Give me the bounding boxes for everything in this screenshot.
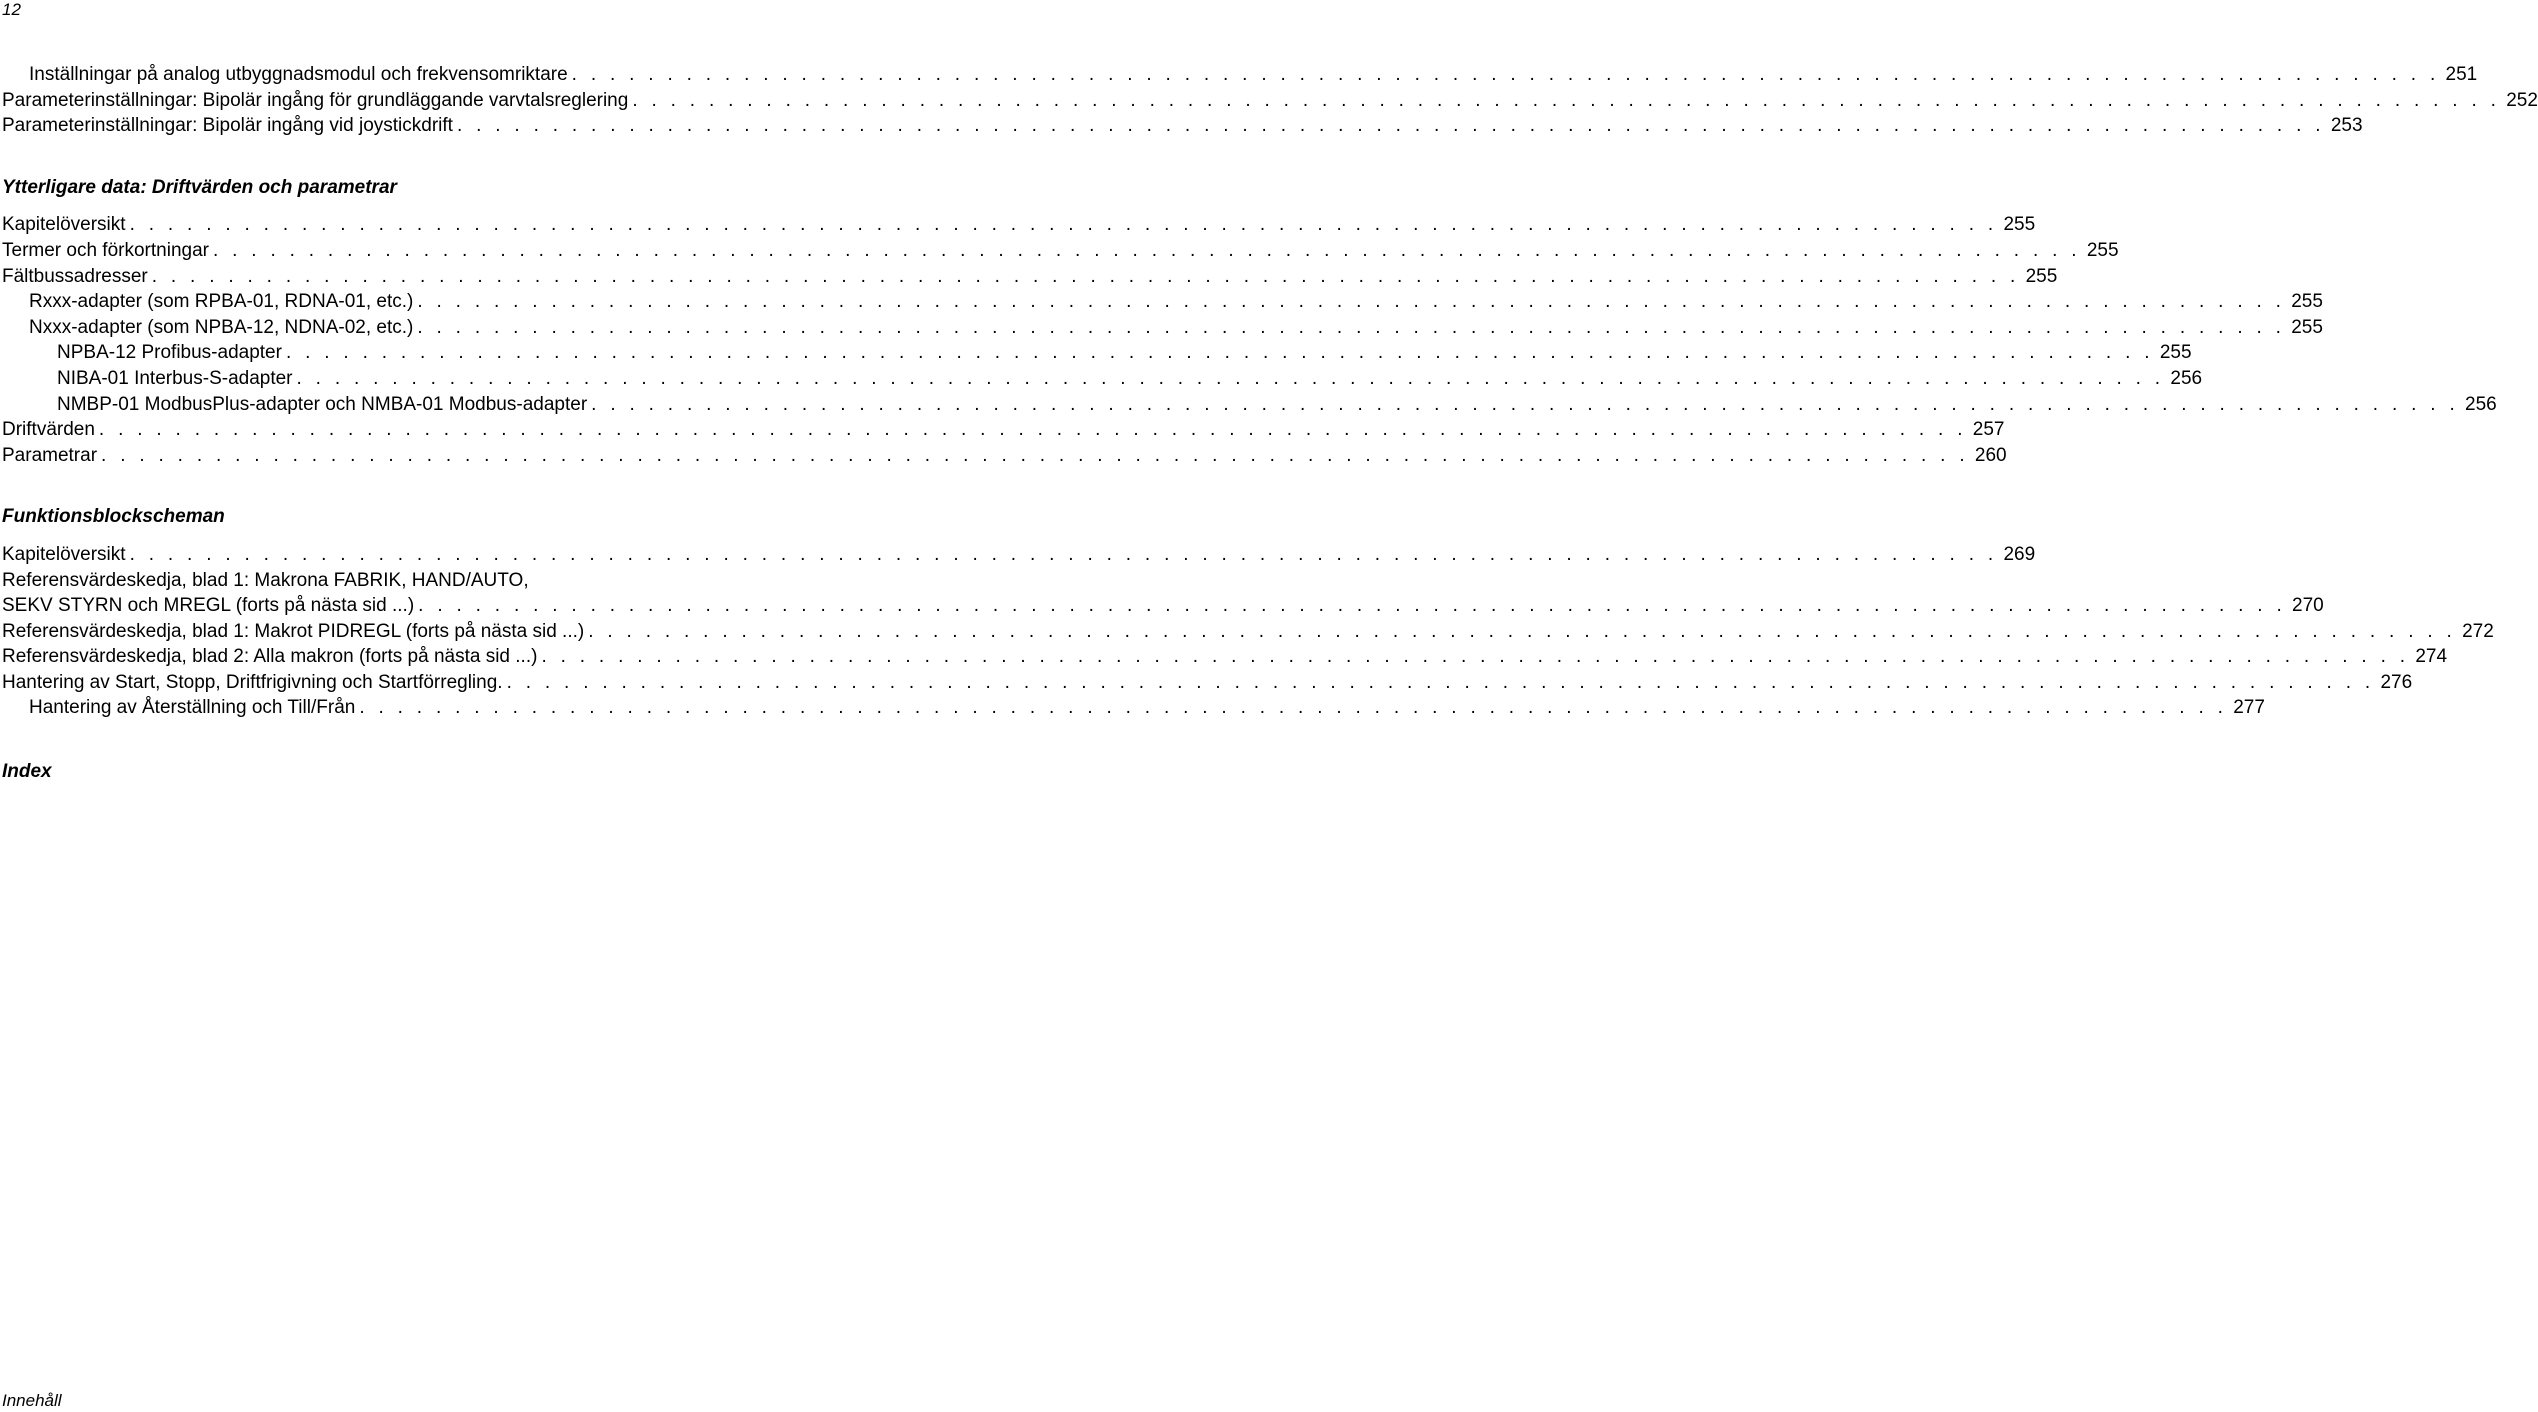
dot-leader: . . . . . . . . . . . . . . . . . . . . . . . . . . . . . . . . . . . . . . . . . . . . . . . . . . . . . . . . . . . . . . . . . . . . . . . . . . . . . . . . . . . . . . . . . . . . . . . . . . xyxy=(129,214,1998,236)
toc-entry[interactable] xyxy=(2,542,2036,568)
section-heading[interactable]: Ytterligare data: Driftvärden och parametrar xyxy=(2,176,397,198)
dot-leader: . . . . . . . . . . . . . . . . . . . . . . . . . . . . . . . . . . . . . . . . . . . . . . . . . . . . . . . . . . . . . . . . . . . . . . . . . . . . . . . . . . . . . . . . . . . . . . . . . . xyxy=(98,419,1967,441)
toc-entry-title: Referensvärdeskedja, blad 2: Alla makron (forts på nästa sid ...) xyxy=(2,646,538,668)
toc-entry-title: Nxxx-adapter (som NPBA-12, NDNA-02, etc.) xyxy=(29,316,414,338)
dot-leader: . . . . . . . . . . . . . . . . . . . . . . . . . . . . . . . . . . . . . . . . . . . . . . . . . . . . . . . . . . . . . . . . . . . . . . . . . . . . . . . . . . . . . . . . . . . . . . . . . . xyxy=(456,115,2325,137)
dot-leader: . . . . . . . . . . . . . . . . . . . . . . . . . . . . . . . . . . . . . . . . . . . . . . . . . . . . . . . . . . . . . . . . . . . . . . . . . . . . . . . . . . . . . . . . . . . . . . . . . . xyxy=(541,646,2410,668)
page-number: 12 xyxy=(2,0,21,19)
toc-entry-page: 256 xyxy=(2465,393,2497,415)
toc-entry[interactable] xyxy=(2,443,2007,469)
toc-entry[interactable] xyxy=(2,670,2413,696)
table-of-contents xyxy=(2,62,2538,797)
toc-entry[interactable] xyxy=(2,264,2058,290)
toc-entry-page: 255 xyxy=(2159,342,2192,364)
dot-leader: . . . . . . . . . . . . . . . . . . . . . . . . . . . . . . . . . . . . . . . . . . . . . . . . . . . . . . . . . . . . . . . . . . . . . . . . . . . . . . . . . . . . . . . . . . . . . . . . . . xyxy=(285,342,2154,364)
toc-entry-page: 255 xyxy=(2086,239,2119,261)
toc-entry-title: Fältbussadresser xyxy=(2,265,148,287)
footer-section-name: Innehåll xyxy=(2,1391,62,1410)
toc-entry-page: 255 xyxy=(2291,316,2323,338)
toc-entry[interactable] xyxy=(2,62,2478,88)
toc-entry-page: 251 xyxy=(2445,64,2478,85)
section-heading[interactable]: Funktionsblockscheman xyxy=(2,506,225,528)
toc-entry-page: 272 xyxy=(2462,620,2494,642)
toc-entry-title: SEKV STYRN och MREGL (forts på nästa sid ...) xyxy=(2,595,415,617)
toc-entry-continued[interactable] xyxy=(2,568,954,594)
toc-entry[interactable] xyxy=(2,695,2265,721)
dot-leader: . . . . . . . . . . . . . . . . . . . . . . . . . . . . . . . . . . . . . . . . . . . . . . . . . . . . . . . . . . . . . . . . . . . . . . . . . . . . . . . . . . . . . . . . . . . . . . . . . . xyxy=(151,265,2020,287)
toc-entry[interactable] xyxy=(2,315,2323,341)
dot-leader: . . . . . . . . . . . . . . . . . . . . . . . . . . . . . . . . . . . . . . . . . . . . . . . . . . . . . . . . . . . . . . . . . . . . . . . . . . . . . . . . . . . . . . . . . . . . . . . . . . xyxy=(591,393,2460,415)
toc-entry-page: 270 xyxy=(2292,595,2324,617)
toc-entry-title: Parameterinställningar: Bipolär ingång vid joystickdrift xyxy=(2,115,453,137)
toc-entry-page: 252 xyxy=(2506,89,2538,111)
dot-leader: . . . . . . . . . . . . . . . . . . . . . . . . . . . . . . . . . . . . . . . . . . . . . . . . . . . . . . . . . . . . . . . . . . . . . . . . . . . . . . . . . . . . . . . . . . . . . . . . . . xyxy=(417,316,2286,338)
toc-entry-page: 269 xyxy=(2003,543,2036,565)
toc-entry-title: Driftvärden xyxy=(2,419,95,441)
toc-entry-title: NMBP-01 ModbusPlus-adapter och NMBA-01 Modbus-adapter xyxy=(57,393,588,415)
dot-leader: . . . . . . . . . . . . . . . . . . . . . . . . . . . . . . . . . . . . . . . . . . . . . . . . . . . . . . . . . . . . . . . . . . . . . . . . . . . . . . . . . . . . . . . . . . . . . . . . . . xyxy=(212,239,2081,261)
toc-entry[interactable] xyxy=(2,392,2497,418)
toc-entry[interactable] xyxy=(2,644,2448,670)
toc-entry[interactable] xyxy=(2,340,2192,366)
toc-entry-title: Termer och förkortningar xyxy=(2,239,209,261)
toc-entry[interactable] xyxy=(2,212,2036,238)
toc-entry-page: 255 xyxy=(2025,265,2058,287)
dot-leader: . . . . . . . . . . . . . . . . . . . . . . . . . . . . . . . . . . . . . . . . . . . . . . . . . . . . . . . . . . . . . . . . . . . . . . . . . . . . . . . . . . . . . . . . . . . . . . . . . . xyxy=(296,367,2165,389)
toc-entry-page: 276 xyxy=(2380,671,2413,693)
toc-entry-title: Referensvärdeskedja, blad 1: Makrona FABRIK, HAND/AUTO, xyxy=(2,569,529,591)
dot-leader: . . . . . . . . . . . . . . . . . . . . . . . . . . . . . . . . . . . . . . . . . . . . . . . . . . . . . . . . . . . . . . . . . . . . . . . . . . . . . . . . . . . . . . . . . . . . . . . . . . xyxy=(571,64,2440,85)
toc-entry[interactable] xyxy=(2,366,2203,392)
dot-leader: . . . . . . . . . . . . . . . . . . . . . . . . . . . . . . . . . . . . . . . . . . . . . . . . . . . . . . . . . . . . . . . . . . . . . . . . . . . . . . . . . . . . . . . . . . . . . . . . . . xyxy=(418,595,2287,617)
toc-entry-page: 255 xyxy=(2003,214,2036,236)
toc-entry-title: NPBA-12 Profibus-adapter xyxy=(57,342,282,364)
dot-leader: . . . . . . . . . . . . . . . . . . . . . . . . . . . . . . . . . . . . . . . . . . . . . . . . . . . . . . . . . . . . . . . . . . . . . . . . . . . . . . . . . . . . . . . . . . . . . . . . . . xyxy=(417,291,2286,313)
toc-entry-page: 253 xyxy=(2330,115,2363,137)
toc-entry-page: 256 xyxy=(2170,367,2203,389)
toc-entry[interactable] xyxy=(2,88,2538,114)
toc-entry-page: 274 xyxy=(2415,646,2448,668)
toc-entry-title: Hantering av Start, Stopp, Driftfrigivning och Startförregling. xyxy=(2,671,503,693)
dot-leader: . . . . . . . . . . . . . . . . . . . . . . . . . . . . . . . . . . . . . . . . . . . . . . . . . . . . . . . . . . . . . . . . . . . . . . . . . . . . . . . . . . . . . . . . . . . . . . . . . . xyxy=(588,620,2457,642)
section-heading[interactable]: Index xyxy=(2,761,52,783)
toc-entry-title: Kapitelöversikt xyxy=(2,214,126,236)
toc-entry-page: 260 xyxy=(1974,444,2007,466)
dot-leader: . . . . . . . . . . . . . . . . . . . . . . . . . . . . . . . . . . . . . . . . . . . . . . . . . . . . . . . . . . . . . . . . . . . . . . . . . . . . . . . . . . . . . . . . . . . . . . . . . . xyxy=(129,543,1998,565)
toc-entry-title: Kapitelöversikt xyxy=(2,543,126,565)
toc-entry[interactable] xyxy=(2,619,2494,645)
toc-entry-title: Referensvärdeskedja, blad 1: Makrot PIDREGL (forts på nästa sid ...) xyxy=(2,620,585,642)
toc-entry[interactable] xyxy=(2,417,2005,443)
toc-entry-page: 277 xyxy=(2233,697,2265,719)
toc-entry-title: Hantering av Återställning och Till/Från xyxy=(29,697,356,719)
toc-entry-title: Inställningar på analog utbyggnadsmodul och frekvensomriktare xyxy=(29,64,568,85)
dot-leader: . . . . . . . . . . . . . . . . . . . . . . . . . . . . . . . . . . . . . . . . . . . . . . . . . . . . . . . . . . . . . . . . . . . . . . . . . . . . . . . . . . . . . . . . . . . . . . . . . . xyxy=(506,671,2375,693)
toc-entry-page: 257 xyxy=(1972,419,2005,441)
toc-entry-title: NIBA-01 Interbus-S-adapter xyxy=(57,367,293,389)
dot-leader: . . . . . . . . . . . . . . . . . . . . . . . . . . . . . . . . . . . . . . . . . . . . . . . . . . . . . . . . . . . . . . . . . . . . . . . . . . . . . . . . . . . . . . . . . . . . . . . . . . xyxy=(359,697,2228,719)
toc-entry-page: 255 xyxy=(2291,291,2323,313)
toc-entry-title: Parametrar xyxy=(2,444,98,466)
toc-entry-title: Rxxx-adapter (som RPBA-01, RDNA-01, etc.) xyxy=(29,291,414,313)
dot-leader: . . . . . . . . . . . . . . . . . . . . . . . . . . . . . . . . . . . . . . . . . . . . . . . . . . . . . . . . . . . . . . . . . . . . . . . . . . . . . . . . . . . . . . . . . . . . . . . . . . xyxy=(101,444,1969,466)
toc-entry[interactable] xyxy=(2,289,2323,315)
toc-entry[interactable] xyxy=(2,113,2363,139)
dot-leader: . . . . . . . . . . . . . . . . . . . . . . . . . . . . . . . . . . . . . . . . . . . . . . . . . . . . . . . . . . . . . . . . . . . . . . . . . . . . . . . . . . . . . . . . . . . . . . . . . . xyxy=(632,89,2501,111)
toc-entry-title: Parameterinställningar: Bipolär ingång för grundläggande varvtalsreglering xyxy=(2,89,629,111)
toc-entry[interactable] xyxy=(2,238,2119,264)
toc-entry[interactable] xyxy=(2,593,2324,619)
